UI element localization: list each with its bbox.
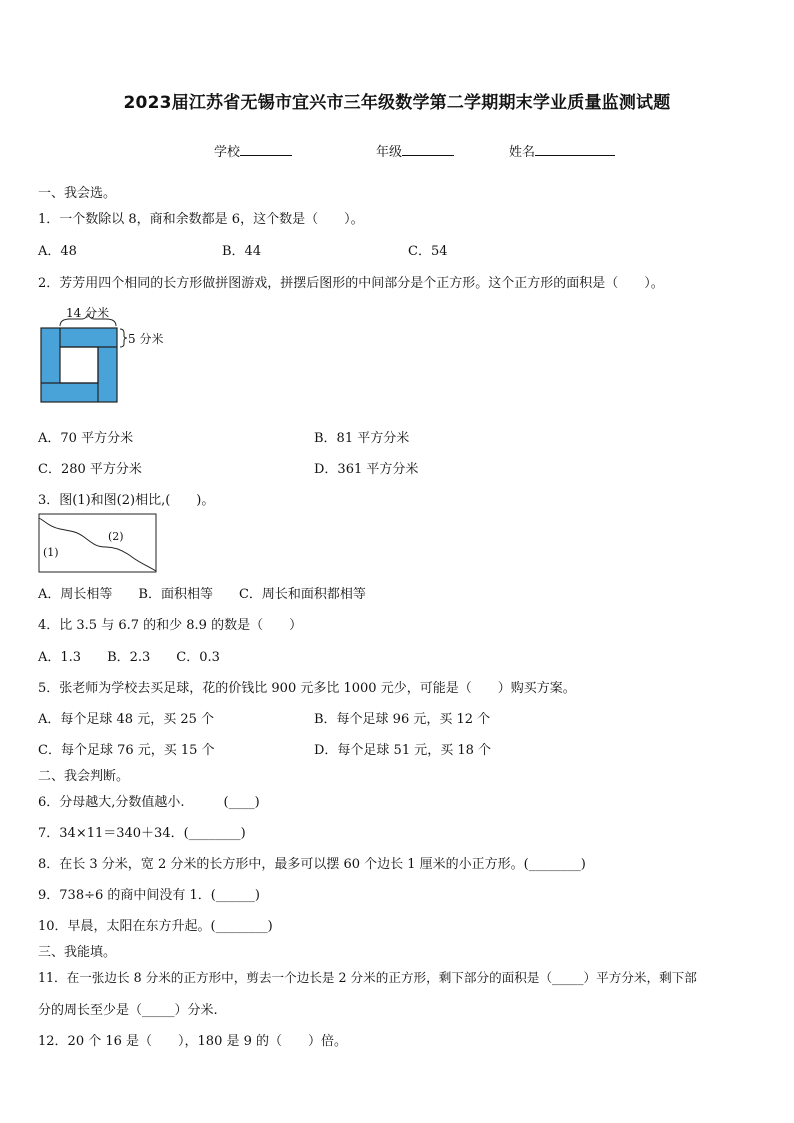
name-label: 姓名 [509, 145, 536, 160]
school-field [214, 141, 292, 160]
q2-label-top: 14 分米 [66, 306, 110, 320]
q3-options[interactable]: A．周长相等 B．面积相等 C．周长和面积都相等 [38, 587, 366, 602]
section-heading-2: 二、我会判断。 [38, 769, 130, 784]
grade-blank[interactable] [402, 143, 454, 156]
question-4: 4．比 3.5 与 6.7 的和少 8.9 的数是（ ） [38, 618, 303, 633]
q5-option-b[interactable]: B．每个足球 96 元，买 12 个 [314, 712, 491, 727]
q2-label-side: 5 分米 [128, 332, 164, 346]
school-blank[interactable] [240, 143, 292, 156]
question-11-line-1: 11．在一张边长 8 分米的正方形中，剪去一个边长是 2 分米的正方形，剩下部分的面积是（_____）平方分米，剩下部 [38, 970, 697, 985]
name-blank[interactable] [535, 143, 615, 156]
q1-option-a[interactable]: A．48 [38, 244, 77, 259]
question-2: 2．芳芳用四个相同的长方形做拼图游戏，拼摆后图形的中间部分是个正方形。这个正方形的面积是（ ）。 [38, 276, 664, 291]
question-12: 12．20 个 16 是（ ），180 是 9 的（ ）倍。 [38, 1034, 348, 1049]
q3-label-2: (2) [108, 530, 124, 543]
q2-option-a[interactable]: A．70 平方分米 [38, 431, 134, 446]
question-11-line-2: 分的周长至少是（_____）分米. [38, 1003, 218, 1018]
grade-field [376, 141, 454, 160]
section-heading-1: 一、我会选。 [38, 186, 117, 201]
question-5: 5．张老师为学校去买足球，花的价钱比 900 元多比 1000 元少，可能是（ ）购买方案。 [38, 681, 576, 696]
question-9: 9．738÷6 的商中间没有 1．(______) [38, 888, 260, 903]
section-heading-3: 三、我能填。 [38, 945, 117, 960]
page-title: 2023届江苏省无锡市宜兴市三年级数学第二学期期末学业质量监测试题 [123, 93, 671, 113]
question-10: 10．早晨，太阳在东方升起。(________) [38, 919, 273, 934]
q5-option-d[interactable]: D．每个足球 51 元，买 18 个 [314, 743, 492, 758]
q3-label-1: (1) [43, 546, 59, 559]
grade-label: 年级 [376, 145, 403, 160]
q3-divided-rectangle-figure [38, 513, 160, 575]
q3-outer-rectangle [39, 514, 156, 572]
name-field [509, 141, 615, 160]
q2-option-c[interactable]: C．280 平方分米 [38, 462, 142, 477]
q2-option-d[interactable]: D．361 平方分米 [314, 462, 419, 477]
q2-side-brace [120, 329, 127, 347]
q2-inner-square [60, 347, 98, 383]
q5-option-c[interactable]: C．每个足球 76 元，买 15 个 [38, 743, 215, 758]
question-1: 1．一个数除以 8，商和余数都是 6，这个数是（ ）。 [38, 212, 364, 227]
question-6: 6．分母越大,分数值越小. (____) [38, 795, 260, 810]
q4-options[interactable]: A．1.3 B．2.3 C．0.3 [38, 650, 220, 665]
q5-option-a[interactable]: A．每个足球 48 元，买 25 个 [38, 712, 215, 727]
question-8: 8．在长 3 分米，宽 2 分米的长方形中，最多可以摆 60 个边长 1 厘米的小正方形。(________) [38, 857, 586, 872]
q2-rectangle-puzzle-figure [38, 304, 178, 408]
question-7: 7．34×11＝340＋34．(________) [38, 826, 246, 841]
question-3: 3．图(1)和图(2)相比,( )。 [38, 493, 215, 508]
q1-option-b[interactable]: B．44 [222, 244, 262, 259]
q2-option-b[interactable]: B．81 平方分米 [314, 431, 410, 446]
school-label: 学校 [214, 145, 241, 160]
q1-option-c[interactable]: C．54 [408, 244, 448, 259]
